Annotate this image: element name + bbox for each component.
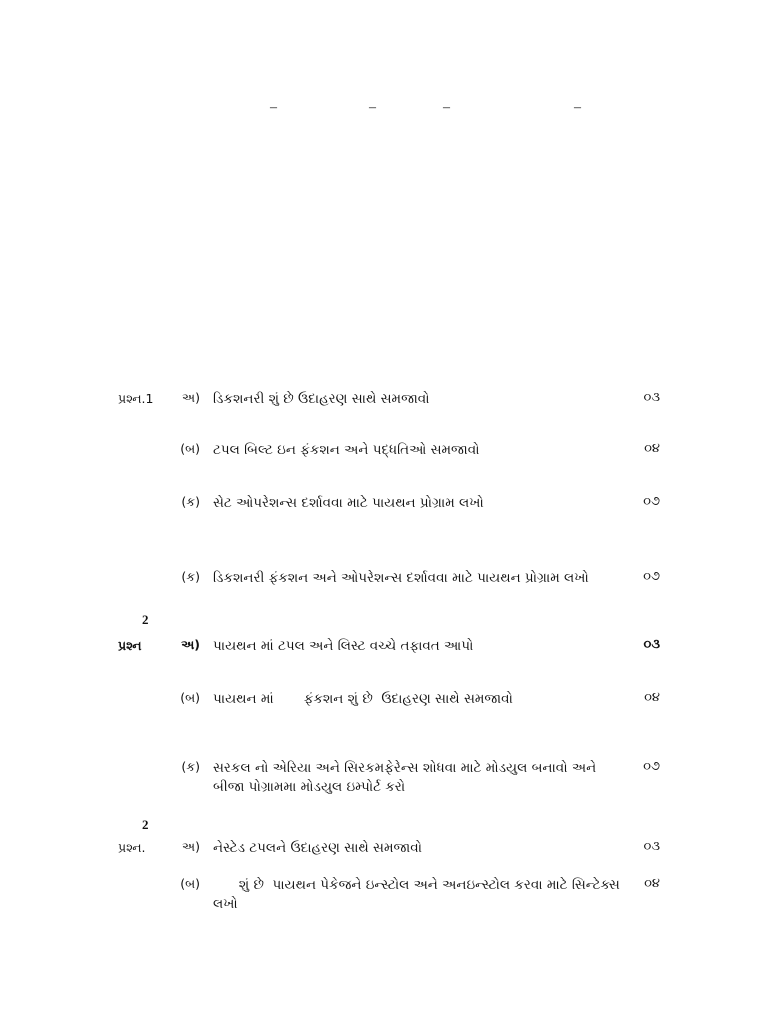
- sub-question-label: (ક): [181, 569, 200, 584]
- question-text: પાયથન માં ટપલ અને લિસ્ટ વચ્ચે તફાવત આપો: [213, 638, 474, 654]
- sub-question-label: (બ): [180, 876, 200, 891]
- sub-question-label: (બ): [180, 690, 200, 705]
- header-dash: –: [574, 100, 581, 115]
- marks: ૦૭: [643, 759, 660, 774]
- sub-question-label: અ): [181, 839, 200, 854]
- question-text: ડિકશનરી ફંકશન અને ઓપરેશન્સ દર્શાવવા માટે પાયથન પ્રોગ્રામ લખો: [213, 570, 589, 586]
- question-number: 2: [142, 817, 149, 832]
- question-text: સરકલ નો એરિયા અને સિરકમફેરેન્સ શોધવા માટે મોડયુલ બનાવો અને બીજા પોગ્રામમા મોડયુલ ઇમ્પોર્ટ કરો: [213, 760, 597, 795]
- question-text: ડિકશનરી શું છે ઉદાહરણ સાથે સમજાવો: [213, 391, 430, 407]
- marks: ૦૭: [643, 494, 660, 509]
- marks: ૦૪: [644, 876, 660, 891]
- marks: ૦૪: [644, 441, 660, 456]
- question-text: પાયથન માં ફંકશન શું છે ઉદાહરણ સાથે સમજાવો: [213, 691, 513, 707]
- question-text: શું છે પાયથન પેકેજને ઇન્સ્ટોલ અને અનઇન્સ્ટોલ કરવા માટે સિન્ટેક્સ લખો: [213, 877, 625, 912]
- header-dash: –: [369, 100, 376, 115]
- sub-question-label: (ક): [181, 759, 200, 774]
- sub-question-label: અ): [181, 637, 200, 652]
- marks: ૦૩: [643, 390, 660, 405]
- header-dash: –: [270, 100, 277, 115]
- sub-question-label: (બ): [180, 441, 200, 456]
- question-number: 2: [142, 612, 149, 627]
- header-dash: –: [443, 100, 450, 115]
- question-text: ટપલ બિલ્ટ ઇન ફંકશન અને પદ્ધતિઓ સમજાવો: [213, 442, 480, 458]
- marks: ૦૩: [643, 637, 660, 652]
- marks: ૦૩: [643, 839, 660, 854]
- sub-question-label: અ): [181, 390, 200, 405]
- question-label: પ્રશ્ન.: [118, 840, 146, 855]
- question-text: સેટ ઓપરેશન્સ દર્શાવવા માટે પાયથન પ્રોગ્રામ લખો: [213, 495, 484, 511]
- question-label: પ્રશ્ન.1: [118, 391, 154, 406]
- marks: ૦૪: [644, 690, 660, 705]
- question-text: નેસ્ટેડ ટપલને ઉદાહરણ સાથે સમજાવો: [213, 840, 422, 856]
- sub-question-label: (ક): [181, 494, 200, 509]
- marks: ૦૭: [643, 569, 660, 584]
- question-label: પ્રશ્ન: [118, 638, 142, 653]
